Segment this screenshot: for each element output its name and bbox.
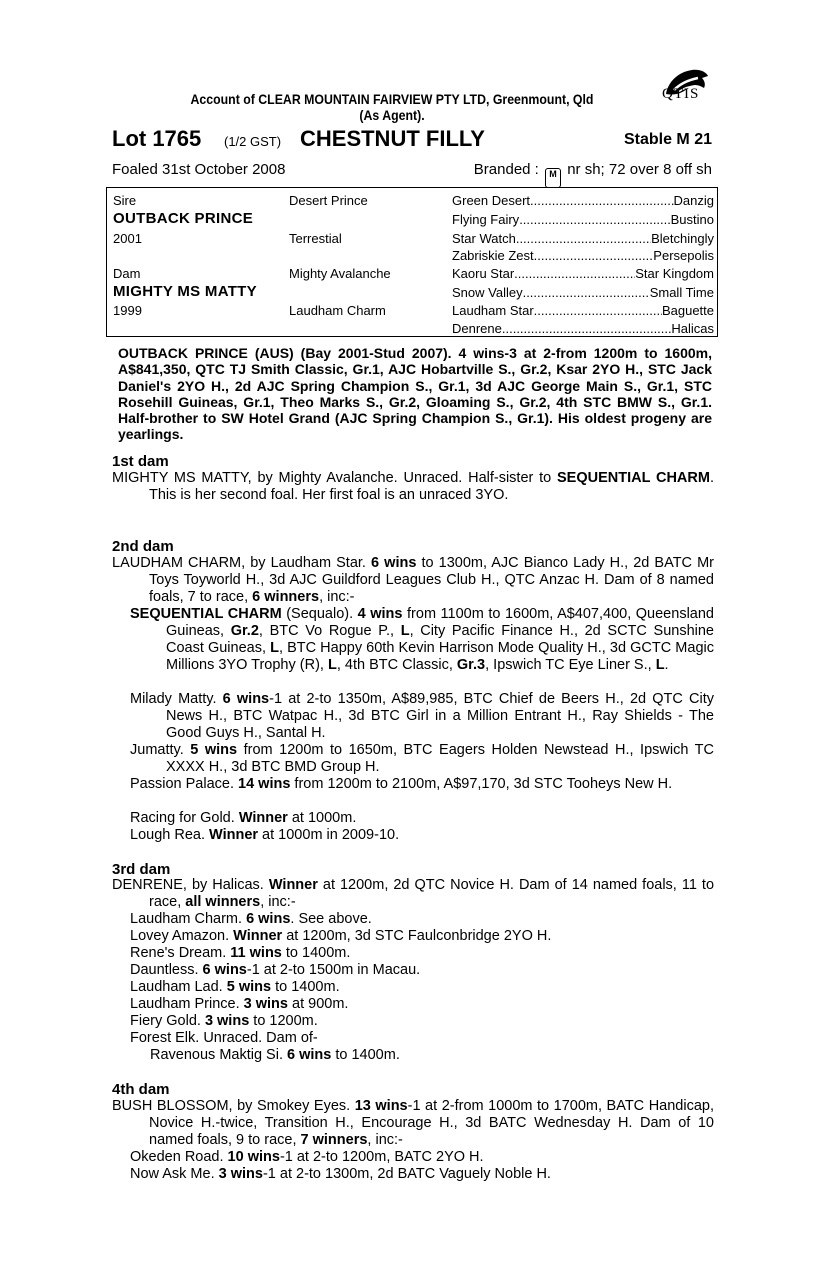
stable-number: Stable M 21: [623, 131, 712, 148]
text: Passion Palace.: [130, 776, 239, 792]
text: Laudham Prince.: [130, 996, 244, 1012]
list-item: [130, 928, 714, 945]
first-dam-heading: 1st dam: [112, 453, 169, 470]
text: Fiery Gold.: [130, 1013, 205, 1029]
logo-text: QTIS: [662, 86, 700, 102]
list-item: [130, 962, 714, 979]
text: from 1200m to 2100m, A$97,170, 3d STC Tooheys New H.: [290, 776, 673, 792]
text: Okeden Road.: [130, 1149, 228, 1165]
ancestor-name: Green Desert: [452, 193, 531, 208]
text: , 4th BTC Classic,: [336, 657, 457, 673]
text: MIGHTY MS MATTY, by Mighty Avalanche. Unraced. Half-sister to: [112, 470, 558, 486]
text: Lovey Amazon.: [130, 928, 234, 944]
text: Rene's Dream.: [130, 945, 231, 961]
grade: Gr.2: [230, 623, 259, 639]
text: to 1400m.: [331, 1047, 400, 1063]
text: Dauntless.: [130, 962, 203, 978]
jumatty-entry: [130, 742, 714, 776]
foaled-date: Foaled 31st October 2008: [112, 161, 286, 178]
ancestor-sire: Bletchingly: [651, 231, 714, 246]
text: to 1200m.: [249, 1013, 318, 1029]
text: -1 at 2-to 1200m, BATC 2YO H.: [279, 1149, 484, 1165]
list-item: Forest Elk. Unraced. Dam of-: [130, 1030, 318, 1046]
text: Ravenous Maktig Si.: [150, 1047, 288, 1063]
text: -1 at 2-to 1300m, 2d BATC Vaguely Noble H.: [262, 1166, 551, 1182]
wins: 3 wins: [218, 1166, 263, 1182]
sire-year: 2001: [113, 231, 142, 246]
dam-label: Dam: [113, 266, 141, 281]
winners: 7 winners: [300, 1132, 368, 1148]
lot-description: CHESTNUT FILLY: [300, 126, 485, 151]
text: BUSH BLOSSOM, by Smokey Eyes.: [112, 1098, 355, 1114]
wins: 3 wins: [243, 996, 288, 1012]
grade: L: [270, 640, 279, 656]
wins: 6 wins: [287, 1047, 332, 1063]
third-dam-heading: 3rd dam: [112, 861, 171, 878]
ancestor-sire: Halicas: [671, 321, 714, 336]
ancestor-name: Kaoru Star: [452, 266, 515, 281]
passion-palace-entry: [130, 776, 714, 793]
lough-rea-entry: [130, 827, 714, 844]
text: at 1000m.: [287, 810, 357, 826]
horse-name: SEQUENTIAL CHARM: [130, 606, 282, 622]
sire-sire: Desert Prince: [289, 193, 368, 208]
dam-dam: Laudham Charm: [289, 303, 386, 318]
text: at 1000m in 2009-10.: [258, 827, 400, 843]
fourth-dam-heading: 4th dam: [112, 1081, 170, 1098]
wins: 5 wins: [190, 742, 238, 758]
list-item: [130, 1149, 714, 1166]
racing-for-gold-entry: [130, 810, 714, 827]
text: from 1200m to 1650m, BTC Eagers Holden Newstead H., Ipswich TC XXXX H., 3d BTC BMD Group H.: [166, 742, 714, 775]
text: Now Ask Me.: [130, 1166, 219, 1182]
wins: Winner: [238, 810, 288, 826]
ancestor-name: Denrene: [452, 321, 502, 336]
text: , inc:-: [260, 894, 296, 910]
brand-mark-icon: M: [545, 168, 561, 188]
wins: 6 wins: [222, 691, 270, 707]
text: to 1400m.: [271, 979, 340, 995]
ancestor-sire: Star Kingdom: [635, 266, 714, 281]
list-item: [130, 996, 714, 1013]
text: at 1200m, 2d QTC Novice H. Dam of 14 named foals, 11 to race,: [149, 877, 715, 910]
winners: 6 winners: [252, 589, 320, 605]
ancestor-sire: Small Time: [649, 285, 714, 300]
wins: Winner: [268, 877, 318, 893]
text: . See above.: [290, 911, 372, 927]
second-dam-heading: 2nd dam: [112, 538, 174, 555]
text: , BTC Happy 60th Kevin Harrison Mode Quality H., 3d GCTC Magic Millions 3YO Trophy (R),: [166, 640, 714, 673]
lot-gst: (1/2 GST): [224, 134, 282, 149]
wins: 6 wins: [246, 911, 291, 927]
wins: 10 wins: [227, 1149, 280, 1165]
wins: 5 wins: [226, 979, 272, 995]
text: -1 at 2-from 1000m to 1700m, BATC Handicap, Novice H.-twice, Transition H., Encourage H., 3d BATC Wednesday H. Dam of 10 named foals, 9 to race,: [149, 1098, 714, 1148]
wins: Winner: [233, 928, 283, 944]
third-dam-text: [112, 877, 714, 911]
wins: 3 wins: [204, 1013, 250, 1029]
wins: 11 wins: [230, 945, 282, 961]
lot-line: [112, 126, 712, 154]
ancestor-name: Zabriskie Zest: [452, 248, 534, 263]
wins: 4 wins: [357, 606, 403, 622]
milady-matty-entry: [130, 691, 714, 742]
text: to 1300m, AJC Bianco Lady H., 2d BATC Mr Toys Toyworld H., 3d AJC Guildford Leagues Club H., QTC Anzac H. Dam of 8 named foals, 7 to race,: [149, 555, 714, 605]
ancestor-sire: Persepolis: [653, 248, 714, 263]
ancestor-row: [452, 212, 714, 227]
text: (Sequalo).: [281, 606, 358, 622]
account-header: [179, 91, 605, 123]
wins: 6 wins: [202, 962, 247, 978]
list-item: [130, 1013, 714, 1030]
ancestor-row: [452, 285, 714, 300]
text: -1 at 2-to 1500m in Macau.: [246, 962, 421, 978]
branded: [474, 161, 712, 188]
ancestor-name: Flying Fairy: [452, 212, 520, 227]
sequential-charm-entry: [130, 606, 714, 674]
account-line-2: (As Agent).: [359, 107, 425, 123]
sire-name: OUTBACK PRINCE: [113, 210, 254, 227]
text: , Ipswich TC Eye Liner S.,: [485, 657, 656, 673]
dam-name: MIGHTY MS MATTY: [113, 283, 257, 300]
text: LAUDHAM CHARM, by Laudham Star.: [112, 555, 372, 571]
branded-label: Branded :: [473, 161, 539, 178]
horse-name: SEQUENTIAL CHARM: [557, 470, 710, 486]
text: Milady Matty.: [130, 691, 223, 707]
ancestor-name: Laudham Star: [452, 303, 534, 318]
text: at 1200m, 3d STC Faulconbridge 2YO H.: [282, 928, 552, 944]
ancestor-sire: Baguette: [661, 303, 714, 318]
lot-number: Lot 1765: [112, 126, 202, 151]
ancestor-sire: Danzig: [673, 193, 714, 208]
list-item: [130, 911, 714, 928]
grade: L: [327, 657, 337, 673]
wins: 14 wins: [238, 776, 291, 792]
text: , inc:-: [367, 1132, 403, 1148]
dam-year: 1999: [113, 303, 142, 318]
grade: Gr.3: [456, 657, 486, 673]
winners: all winners: [185, 894, 261, 910]
list-item: [130, 945, 714, 962]
dam-sire: Mighty Avalanche: [289, 266, 391, 281]
text: , City Pacific Finance H., 2d SCTC Sunshine Coast Guineas,: [166, 623, 714, 656]
branded-detail: nr sh; 72 over 8 off sh: [567, 161, 712, 178]
sire-label: Sire: [113, 193, 137, 208]
text: Racing for Gold.: [130, 810, 239, 826]
text: Laudham Lad.: [130, 979, 227, 995]
first-dam-text: [112, 470, 714, 504]
text: from 1100m to 1600m, A$407,400, Queensland Guineas,: [166, 606, 714, 639]
ancestor-name: Star Watch: [452, 231, 516, 246]
list-item: [130, 1166, 714, 1183]
grade: L: [655, 657, 665, 673]
ancestor-sire: Bustino: [670, 212, 714, 227]
third-dam-progeny-list: [130, 911, 714, 1064]
wins: 13 wins: [354, 1098, 408, 1114]
text: to 1400m.: [281, 945, 351, 961]
grade: L: [400, 623, 410, 639]
ancestor-name: Snow Valley: [452, 285, 523, 300]
list-item: [130, 1047, 714, 1064]
fourth-dam-progeny-list: [130, 1149, 714, 1183]
list-item: [130, 979, 714, 996]
text: Lough Rea.: [130, 827, 210, 843]
sire-summary: OUTBACK PRINCE (AUS) (Bay 2001-Stud 2007). 4 wins-3 at 2-from 1200m to 1600m, A$841,350, QTC TJ Smith Classic, Gr.1, AJC Hobartville S., Gr.2, Ksar 2YO H., STC Jack Daniel's 2YO H., 2d AJC Spring Champion S., Gr.1, 3d AJC George Main S., Gr.1, STC Rosehill Guineas, Gr.1, Theo Marks S., Gr.2, Gloaming S., Gr.2, 4th STC BMW S., Gr.1. Half-brother to SW Hotel Grand (AJC Spring Champion S., Gr.1). His oldest progeny are yearlings.: [118, 345, 712, 443]
ancestor-row: [452, 193, 714, 208]
wins: Winner: [209, 827, 259, 843]
text: , BTC Vo Rogue P.,: [258, 623, 401, 639]
ancestor-row: [452, 303, 714, 318]
ancestor-row: [452, 321, 714, 336]
sire-dam: Terrestial: [289, 231, 342, 246]
ancestor-row: [452, 231, 714, 246]
pedigree-table: [106, 187, 718, 337]
wins: 6 wins: [371, 555, 417, 571]
fourth-dam-text: [112, 1098, 714, 1149]
text: DENRENE, by Halicas.: [112, 877, 269, 893]
text: at 900m.: [287, 996, 349, 1012]
text: Laudham Charm.: [130, 911, 247, 927]
account-line-1: Account of CLEAR MOUNTAIN FAIRVIEW PTY LTD, Greenmount, Qld: [190, 91, 594, 107]
text: , inc:-: [319, 589, 355, 605]
text: Jumatty.: [130, 742, 191, 758]
text: -1 at 2-to 1350m, A$89,985, BTC Chief de Beers H., 2d QTC City News H., BTC Watpac H., 3d BTC Girl in a Million Entrant H., Ray Shields - The Good Guys H., Santal H.: [166, 691, 714, 741]
ancestor-row: [452, 266, 714, 281]
ancestor-row: [452, 248, 714, 263]
text: . This is her second foal. Her first foal is an unraced 3YO.: [149, 470, 714, 503]
second-dam-text: [112, 555, 714, 606]
text: .: [664, 657, 669, 673]
